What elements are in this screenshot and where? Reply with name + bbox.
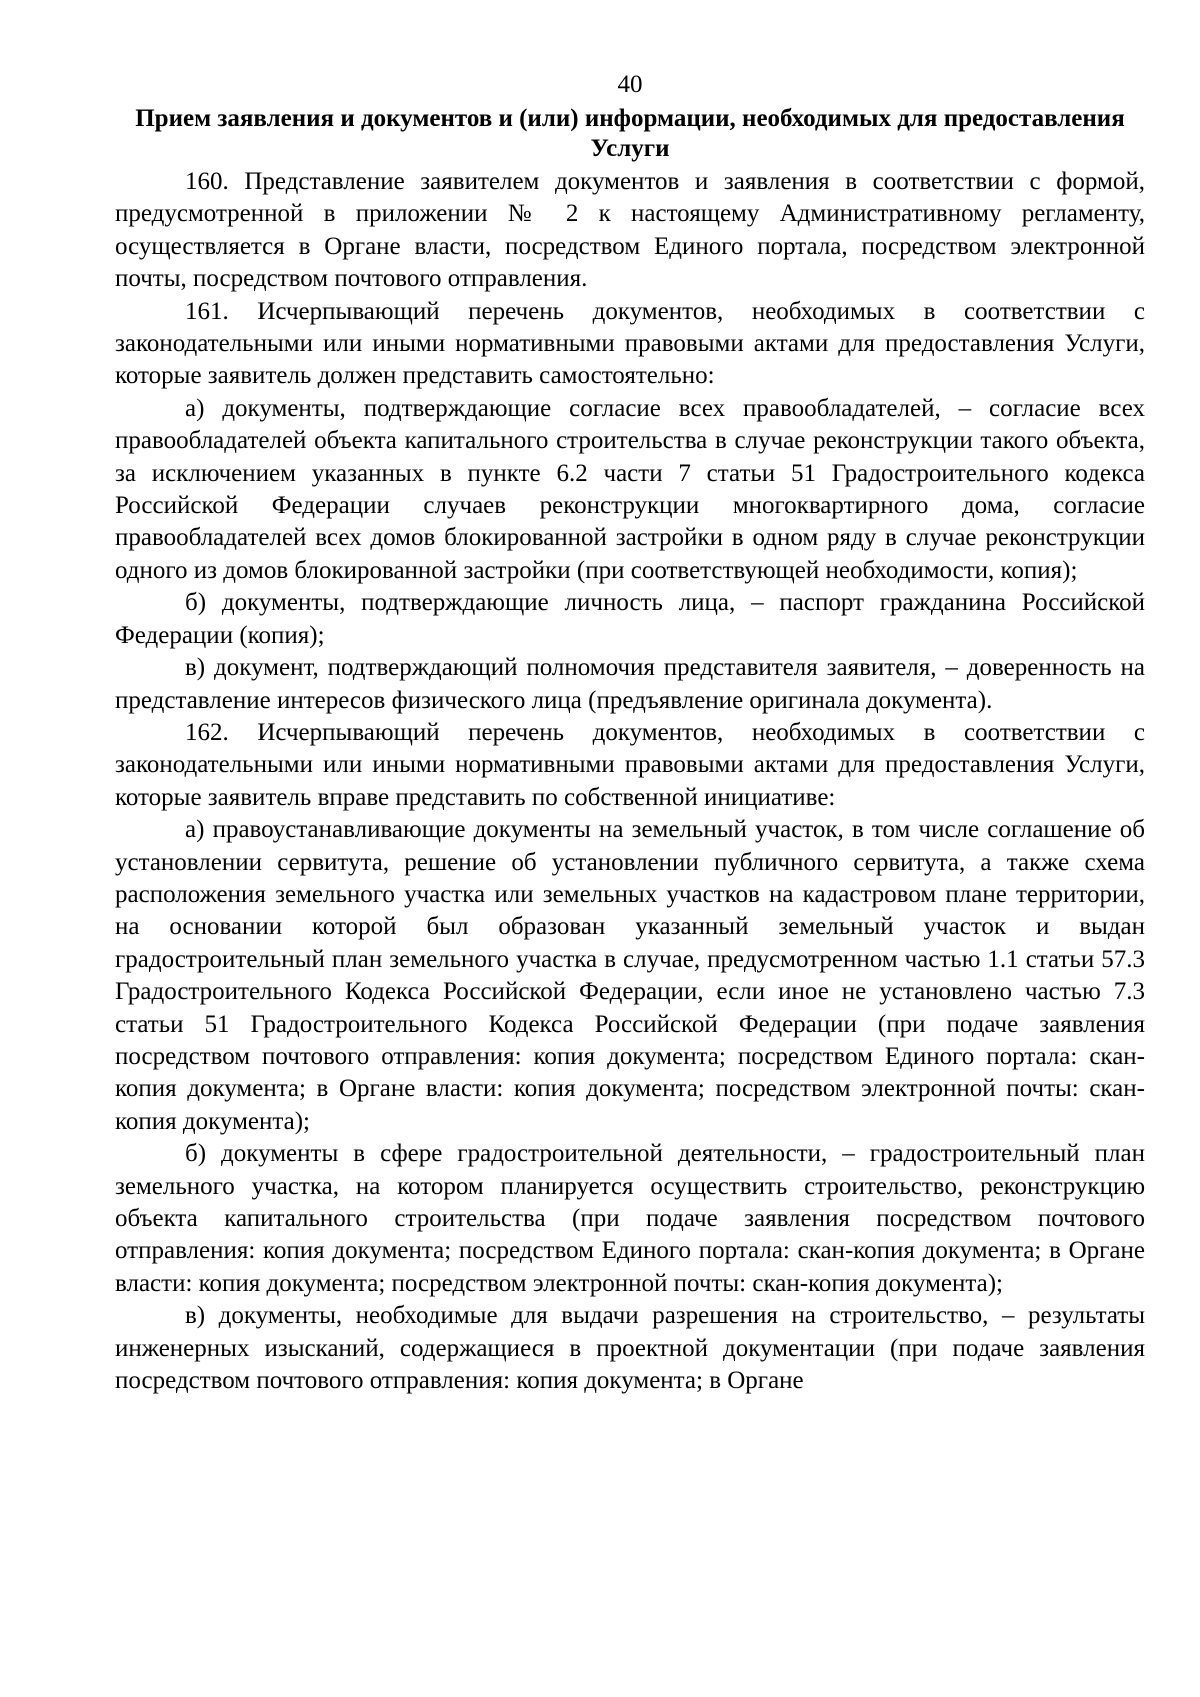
section-heading: Прием заявления и документов и (или) информации, необходимых для предоставления Услуги: [135, 105, 1125, 162]
paragraph-160: 160. Представление заявителем документов и заявления в соответствии с формой, предусмотренной в приложении № 2 к настоящему Административному регламенту, осуществляется в Органе власти, посредством Единого портала, посредством электронной почты, посредством почтового отправления.: [115, 168, 1145, 293]
page-number: 40: [617, 71, 643, 98]
paragraph-161: 161. Исчерпывающий перечень документов, необходимых в соответствии с законодательными или иными нормативными правовыми актами для предоставления Услуги, которые заявитель должен представить самостоятельно:: [115, 297, 1145, 390]
document-page: [115, 70, 1145, 1397]
paragraph-161-b: б) документы, подтверждающие личность лица, – паспорт гражданина Российской Федерации (копия);: [115, 589, 1145, 649]
paragraph-162-a: а) правоустанавливающие документы на земельный участок, в том числе соглашение об установлении сервитута, решение об установлении публичного сервитута, а также схема расположения земельного участка или земельных участков на кадастровом плане территории, на основании которой был образован указанный земельный участок и выдан градостроительный план земельного участка в случае, предусмотренном частью 1.1 статьи 57.3 Градостроительного Кодекса Российской Федерации, если иное не установлено частью 7.3 статьи 51 Градостроительного Кодекса Российской Федерации (при подаче заявления посредством почтового отправления: копия документа; посредством Единого портала: скан-копия документа; в Органе власти: копия документа; посредством электронной почты: скан-копия документа);: [115, 816, 1145, 1135]
paragraph-161-v: в) документ, подтверждающий полномочия представителя заявителя, – доверенность на представление интересов физического лица (предъявление оригинала документа).: [115, 654, 1145, 714]
paragraph-162-b: б) документы в сфере градостроительной деятельности, – градостроительный план земельного участка, на котором планируется осуществить строительство, реконструкцию объекта капитального строительства (при подаче заявления посредством почтового отправления: копия документа; посредством Единого портала: скан-копия документа; в Органе власти: копия документа; посредством электронной почты: скан-копия документа);: [115, 1140, 1145, 1297]
paragraph-162: 162. Исчерпывающий перечень документов, необходимых в соответствии с законодательными или иными нормативными правовыми актами для предоставления Услуги, которые заявитель вправе представить по собственной инициативе:: [115, 718, 1145, 811]
paragraph-162-v: в) документы, необходимые для выдачи разрешения на строительство, – результаты инженерных изысканий, содержащиеся в проектной документации (при подаче заявления посредством почтового отправления: копия документа; в Органе: [115, 1302, 1145, 1395]
paragraph-161-a: а) документы, подтверждающие согласие всех правообладателей, – согласие всех правообладателей объекта капитального строительства в случае реконструкции такого объекта, за исключением указанных в пункте 6.2 части 7 статьи 51 Градостроительного кодекса Российской Федерации случаев реконструкции многоквартирного дома, согласие правообладателей всех домов блокированной застройки в одном ряду в случае реконструкции одного из домов блокированной застройки (при соответствующей необходимости, копия);: [115, 394, 1145, 584]
